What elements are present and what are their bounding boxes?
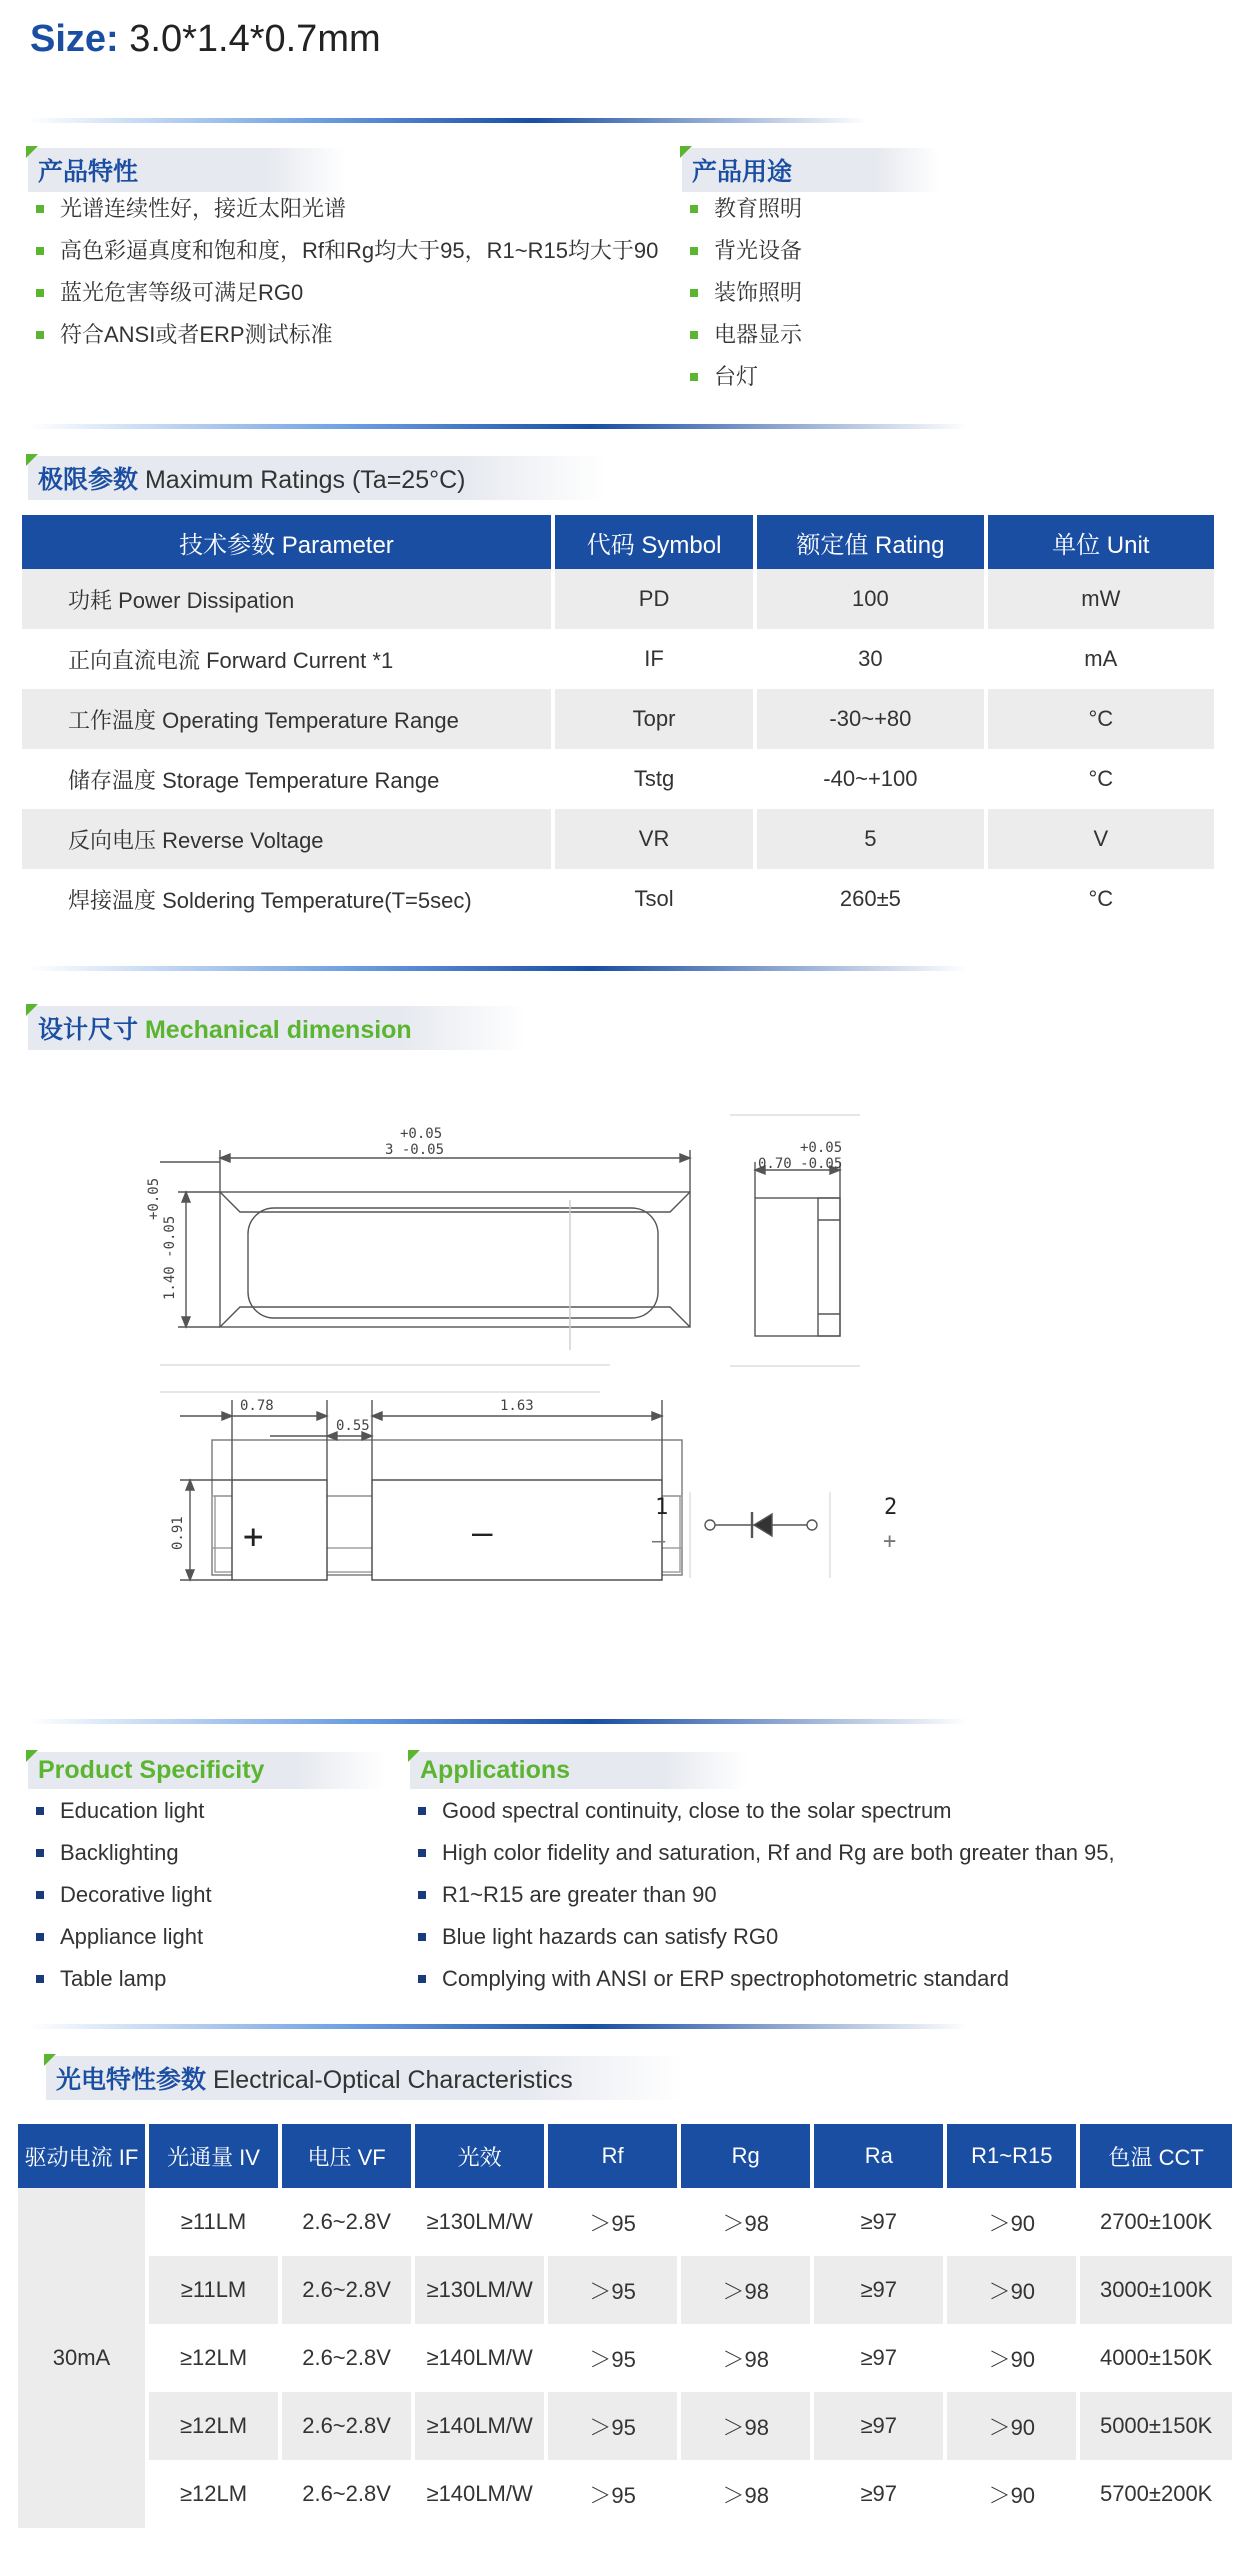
corner-mark-icon xyxy=(44,2054,56,2066)
mech-heading xyxy=(28,1006,526,1050)
eo-header-cell: 驱动电流 IF xyxy=(18,2124,145,2188)
ratings-heading xyxy=(28,456,606,500)
eo-cell: ≥11LM xyxy=(180,2209,247,2234)
ratings-cell-param: 工作温度 Operating Temperature Range xyxy=(22,689,551,749)
dim-thick-tol: +0.05 xyxy=(800,1140,843,1156)
eo-cell: ＞98 xyxy=(722,2346,769,2372)
size-label: Size: xyxy=(30,18,119,60)
mech-title-en: Mechanical dimension xyxy=(144,1016,412,1044)
eo-cell: ＞98 xyxy=(681,2392,810,2460)
features-list xyxy=(30,188,670,356)
pad-cathode xyxy=(372,1480,662,1580)
ratings-header-unit: 单位 Unit xyxy=(988,515,1214,569)
divider xyxy=(28,424,968,429)
diode-pin2-sign: + xyxy=(883,1529,897,1554)
dim-pad-right: 1.63 xyxy=(500,1398,534,1414)
pad-minus-sign: — xyxy=(472,1513,493,1553)
dim-top-tol: +0.05 xyxy=(400,1126,443,1142)
eo-cell: 5000±150K xyxy=(1080,2392,1232,2460)
ratings-cell-param: 储存温度 Storage Temperature Range xyxy=(68,767,440,793)
corner-mark-icon xyxy=(26,146,38,158)
ratings-cell-symbol: Tsol xyxy=(634,886,674,911)
eo-cell: ＞90 xyxy=(947,2392,1076,2460)
table-row xyxy=(18,2460,1232,2528)
eo-cell: ＞90 xyxy=(947,2256,1076,2324)
eo-header-cell: Ra xyxy=(814,2124,943,2188)
corner-mark-icon xyxy=(26,454,38,466)
table-row xyxy=(18,2392,1232,2460)
table-row xyxy=(18,2324,1232,2392)
ratings-cell-rating: 30 xyxy=(858,646,883,671)
eo-cell: ＞98 xyxy=(681,2256,810,2324)
list-item: 光谱连续性好，接近太阳光谱 xyxy=(30,188,670,230)
apps-en-list xyxy=(412,1790,1232,2000)
diode-pin2-dot xyxy=(807,1520,817,1530)
divider xyxy=(28,118,868,123)
eo-header-cell: Rg xyxy=(681,2124,810,2188)
features-heading xyxy=(28,148,346,192)
spec-en-heading xyxy=(28,1752,386,1789)
ratings-header-rating: 额定值 Rating xyxy=(757,515,983,569)
ratings-cell-param: 焊接温度 Soldering Temperature(T=5sec) xyxy=(68,887,472,913)
eo-cell: ≥140LM/W xyxy=(415,2392,544,2460)
list-item: Good spectral continuity, close to the solar spectrum xyxy=(412,1790,1232,1832)
eo-cell: 2.6~2.8V xyxy=(302,2345,391,2370)
eo-cell: ≥12LM xyxy=(179,2481,248,2506)
eo-cell: ≥130LM/W xyxy=(415,2256,544,2324)
eo-cell: ＞98 xyxy=(722,2210,769,2236)
eo-header-cell: 光通量 IV xyxy=(149,2124,278,2188)
dim-thick-value: 0.70 -0.05 xyxy=(758,1156,843,1172)
eo-cell: ＞90 xyxy=(988,2346,1036,2372)
diode-triangle xyxy=(754,1514,772,1536)
dim-side-tol: +0.05 xyxy=(146,1177,162,1220)
list-item: Blue light hazards can satisfy RG0 xyxy=(412,1916,1232,1958)
spec-en-list xyxy=(30,1790,390,2000)
ratings-cell-symbol: IF xyxy=(644,646,664,671)
eo-heading xyxy=(46,2056,684,2100)
list-item: Backlighting xyxy=(30,1832,390,1874)
list-item: High color fidelity and saturation, Rf and Rg are both greater than 95, xyxy=(412,1832,1232,1874)
size-title xyxy=(30,18,381,61)
ratings-cell-symbol: Topr xyxy=(555,689,753,749)
ratings-cell-rating: 100 xyxy=(757,569,983,629)
diode-pin1-sign: — xyxy=(652,1529,666,1554)
eo-cell: 2.6~2.8V xyxy=(282,2256,411,2324)
table-row xyxy=(22,569,1214,629)
eo-cell: ＞98 xyxy=(722,2482,769,2508)
eo-cell: ≥140LM/W xyxy=(426,2481,533,2506)
eo-cell: ＞90 xyxy=(988,2482,1036,2508)
ratings-cell-symbol: PD xyxy=(555,569,753,629)
dim-side-value: 1.40 -0.05 xyxy=(162,1215,178,1300)
table-row xyxy=(22,689,1214,749)
eo-cell: 2.6~2.8V xyxy=(302,2209,391,2234)
list-item: Table lamp xyxy=(30,1958,390,2000)
eo-cell: ＞95 xyxy=(548,2256,677,2324)
apps-en-heading xyxy=(410,1752,748,1789)
eo-cell: ≥97 xyxy=(860,2209,898,2234)
eo-cell: ≥140LM/W xyxy=(426,2345,533,2370)
ratings-cell-param: 正向直流电流 Forward Current *1 xyxy=(68,647,394,673)
ratings-cell-rating: 5 xyxy=(757,809,983,869)
ratings-cell-unit: °C xyxy=(988,689,1214,749)
eo-cell: ＞95 xyxy=(589,2210,636,2236)
ratings-cell-unit: °C xyxy=(1088,766,1114,791)
diode-pin1-dot xyxy=(705,1520,715,1530)
eo-title-cn: 光电特性参数 xyxy=(56,2066,207,2094)
eo-cell: ≥12LM xyxy=(149,2392,278,2460)
eo-cell: ＞95 xyxy=(589,2346,636,2372)
eo-header-cell: 色温 CCT xyxy=(1080,2124,1232,2188)
ratings-cell-unit: V xyxy=(988,809,1214,869)
eo-drive-current-cell: 30mA xyxy=(18,2188,145,2528)
list-item: 教育照明 xyxy=(684,188,984,230)
table-row xyxy=(22,809,1214,869)
uses-list xyxy=(684,188,984,398)
eo-cell: 2.6~2.8V xyxy=(302,2481,391,2506)
eo-cell: ＞90 xyxy=(988,2210,1036,2236)
dim-pad-left: 0.78 xyxy=(240,1398,274,1414)
ratings-cell-unit: °C xyxy=(1088,886,1114,911)
corner-mark-icon xyxy=(680,146,692,158)
features-title: 产品特性 xyxy=(38,158,139,186)
eo-header-cell: R1~R15 xyxy=(947,2124,1076,2188)
ratings-cell-rating: -30~+80 xyxy=(757,689,983,749)
divider xyxy=(28,1719,968,1724)
ratings-cell-symbol: VR xyxy=(555,809,753,869)
list-item: 符合ANSI或者ERP测试标准 xyxy=(30,314,670,356)
list-item: Education light xyxy=(30,1790,390,1832)
pad-plus-sign: + xyxy=(243,1517,264,1557)
eo-cell: ≥97 xyxy=(860,2481,898,2506)
ratings-cell-unit: mW xyxy=(988,569,1214,629)
list-item: 蓝光危害等级可满足RG0 xyxy=(30,272,670,314)
corner-mark-icon xyxy=(408,1750,420,1762)
eo-cell: ≥97 xyxy=(814,2256,943,2324)
eo-cell: 3000±100K xyxy=(1080,2256,1232,2324)
diode-pin2-label: 2 xyxy=(884,1495,898,1520)
eo-cell: 4000±150K xyxy=(1099,2345,1213,2370)
divider xyxy=(28,2024,968,2029)
list-item: 装饰照明 xyxy=(684,272,984,314)
ratings-cell-rating: 260±5 xyxy=(839,886,901,911)
dim-pad-height: 0.91 xyxy=(170,1516,186,1550)
uses-heading xyxy=(682,148,940,192)
eo-table xyxy=(14,2124,1236,2528)
eo-cell: ≥11LM xyxy=(149,2256,278,2324)
mechanical-drawing xyxy=(100,1080,1020,1640)
ratings-cell-rating: -40~+100 xyxy=(823,766,918,791)
list-item: 电器显示 xyxy=(684,314,984,356)
apps-en-title: Applications xyxy=(420,1756,571,1784)
ratings-table xyxy=(18,515,1218,929)
list-item: 高色彩逼真度和饱和度，Rf和Rg均大于95，R1~R15均大于90 xyxy=(30,230,670,272)
package-lens-outline xyxy=(248,1208,658,1318)
eo-header-cell: Rf xyxy=(548,2124,677,2188)
eo-header-cell: 电压 VF xyxy=(282,2124,411,2188)
eo-cell: ≥97 xyxy=(860,2345,898,2370)
eo-header-row xyxy=(18,2124,1232,2188)
eo-cell: ≥12LM xyxy=(179,2345,248,2370)
package-side-view xyxy=(755,1198,840,1336)
ratings-cell-param: 功耗 Power Dissipation xyxy=(22,569,551,629)
eo-title-en: Electrical-Optical Characteristics xyxy=(212,2066,573,2094)
divider xyxy=(28,966,968,971)
ratings-header-row xyxy=(22,515,1214,569)
spec-en-title: Product Specificity xyxy=(38,1756,265,1784)
table-row xyxy=(22,629,1214,689)
dim-pad-gap: 0.55 xyxy=(336,1418,370,1434)
ratings-header-parameter: 技术参数 Parameter xyxy=(22,515,551,569)
list-item: 背光设备 xyxy=(684,230,984,272)
list-item: 台灯 xyxy=(684,356,984,398)
ratings-header-symbol: 代码 Symbol xyxy=(555,515,753,569)
dim-top-value: 3 -0.05 xyxy=(385,1142,445,1158)
list-item: R1~R15 are greater than 90 xyxy=(412,1874,1232,1916)
mech-title-cn: 设计尺寸 xyxy=(38,1016,139,1044)
size-value: 3.0*1.4*0.7mm xyxy=(129,18,381,60)
eo-cell: ≥97 xyxy=(814,2392,943,2460)
ratings-title-cn: 极限参数 xyxy=(38,466,139,494)
list-item: Decorative light xyxy=(30,1874,390,1916)
ratings-title-en: Maximum Ratings (Ta=25°C) xyxy=(144,466,466,494)
list-item: Complying with ANSI or ERP spectrophotometric standard xyxy=(412,1958,1232,2000)
eo-cell: 2.6~2.8V xyxy=(282,2392,411,2460)
table-row xyxy=(22,749,1214,809)
eo-cell: 5700±200K xyxy=(1099,2481,1213,2506)
table-row xyxy=(22,869,1214,929)
ratings-cell-unit: mA xyxy=(1084,646,1118,671)
corner-mark-icon xyxy=(26,1004,38,1016)
eo-header-cell: 光效 xyxy=(415,2124,544,2188)
ratings-cell-param: 反向电压 Reverse Voltage xyxy=(22,809,551,869)
uses-title: 产品用途 xyxy=(692,158,793,186)
list-item: Appliance light xyxy=(30,1916,390,1958)
eo-cell: 2700±100K xyxy=(1099,2209,1213,2234)
table-row xyxy=(18,2188,1232,2256)
corner-mark-icon xyxy=(26,1750,38,1762)
diode-pin1-label: 1 xyxy=(655,1495,669,1520)
table-row xyxy=(18,2256,1232,2324)
eo-cell: ＞95 xyxy=(589,2482,636,2508)
ratings-cell-symbol: Tstg xyxy=(633,766,675,791)
eo-cell: ≥130LM/W xyxy=(426,2209,533,2234)
eo-cell: ＞95 xyxy=(548,2392,677,2460)
